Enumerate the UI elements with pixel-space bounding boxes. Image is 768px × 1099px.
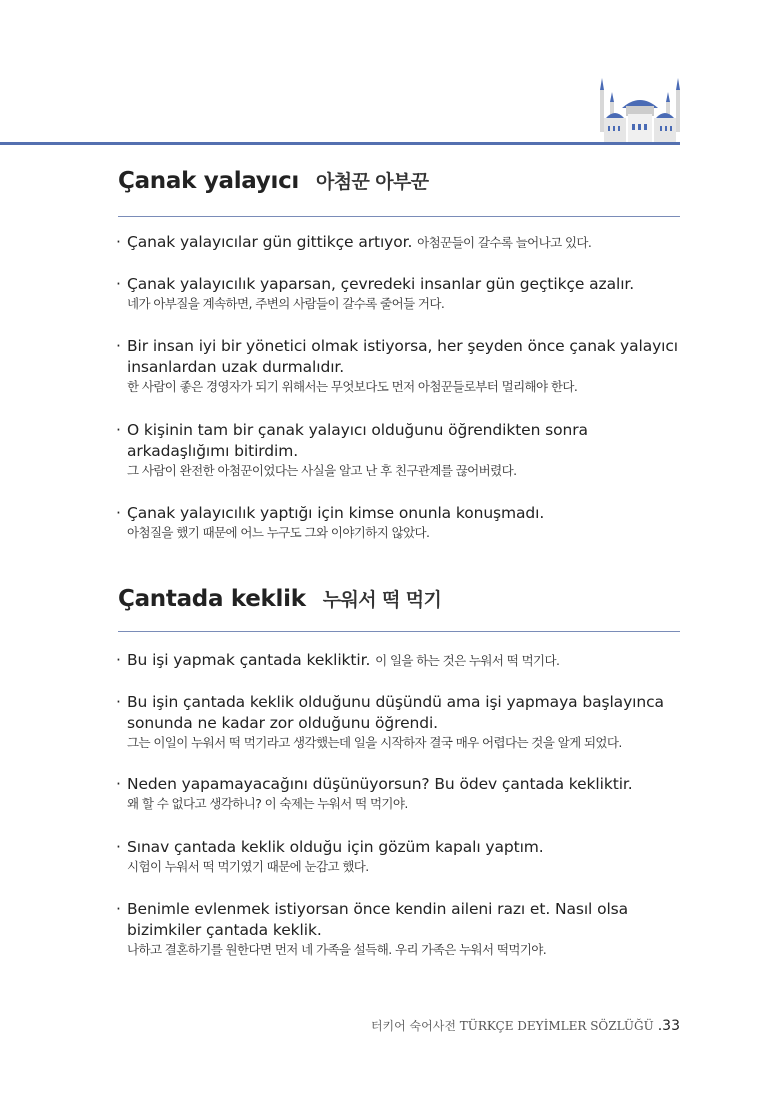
- idiom-title-korean: 누워서 떡 먹기: [322, 589, 442, 611]
- bullet: ·: [116, 504, 121, 522]
- example-korean: 아첨꾼들이 갈수록 늘어나고 있다.: [417, 235, 592, 250]
- bullet: ·: [116, 693, 121, 711]
- section-divider: [118, 631, 680, 632]
- bullet: ·: [116, 233, 121, 251]
- example-korean: 아첨질을 했기 때문에 어느 누구도 그와 이야기하지 않았다.: [127, 525, 430, 540]
- example-turkish: Bu işin çantada keklik olduğunu düşündü ama işi yapmaya başlayınca sonunda ne kadar zor olduğunu öğrendi.: [127, 693, 664, 732]
- example-turkish: Sınav çantada keklik olduğu için gözüm kapalı yaptım.: [127, 838, 544, 856]
- example-entry: [116, 232, 686, 253]
- example-entry: [116, 274, 686, 313]
- example-turkish: Çanak yalayıcılık yaptığı için kimse onunla konuşmadı.: [127, 504, 545, 522]
- bullet: ·: [116, 900, 121, 918]
- example-turkish: Bir insan iyi bir yönetici olmak istiyorsa, her şeyden önce çanak yalayıcı insanlardan uzak durmalıdır.: [127, 337, 679, 376]
- example-entry: [116, 774, 686, 813]
- example-entry: [116, 692, 686, 752]
- bullet: ·: [116, 838, 121, 856]
- example-korean: 한 사람이 좋은 경영자가 되기 위해서는 무엇보다도 먼저 아첨꾼들로부터 멀리해야 한다.: [127, 379, 578, 394]
- section-title: [118, 168, 429, 194]
- bullet: ·: [116, 421, 121, 439]
- section-title: [118, 586, 441, 612]
- mosque-icon: [598, 78, 682, 142]
- example-korean: 왜 할 수 없다고 생각하니? 이 숙제는 누워서 떡 먹기야.: [127, 796, 408, 811]
- example-korean: 그 사람이 완전한 아첨꾼이었다는 사실을 알고 난 후 친구관계를 끊어버렸다.: [127, 463, 517, 478]
- idiom-title: Çanak yalayıcı: [118, 168, 300, 194]
- idiom-title: Çantada keklik: [118, 586, 306, 612]
- example-turkish: Neden yapamayacağını düşünüyorsun? Bu ödev çantada kekliktir.: [127, 775, 633, 793]
- page-footer: [371, 1017, 680, 1034]
- page-number: .33: [657, 1018, 680, 1034]
- example-turkish: Benimle evlenmek istiyorsan önce kendin aileni razı et. Nasıl olsa bizimkiler çantada keklik.: [127, 900, 629, 939]
- bullet: ·: [116, 775, 121, 793]
- example-entry: [116, 899, 686, 959]
- example-korean: 네가 아부질을 계속하면, 주변의 사람들이 갈수록 줄어들 거다.: [127, 296, 445, 311]
- example-entry: [116, 336, 686, 396]
- example-entry: [116, 650, 686, 671]
- example-korean: 나하고 결혼하기를 원한다면 먼저 네 가족을 설득해. 우리 가족은 누워서 떡먹기야.: [127, 942, 547, 957]
- example-korean: 그는 이일이 누워서 떡 먹기라고 생각했는데 일을 시작하자 결국 매우 어렵다는 것을 알게 되었다.: [127, 735, 622, 750]
- example-turkish: Bu işi yapmak çantada kekliktir.: [127, 651, 371, 669]
- bullet: ·: [116, 275, 121, 293]
- example-turkish: Çanak yalayıcılık yaparsan, çevredeki insanlar gün geçtikçe azalır.: [127, 275, 635, 293]
- example-korean: 이 일을 하는 것은 누워서 떡 먹기다.: [375, 653, 560, 668]
- example-turkish: O kişinin tam bir çanak yalayıcı olduğunu öğrendikten sonra arkadaşlığımı bitirdim.: [127, 421, 588, 460]
- footer-title: 터키어 숙어사전 TÜRKÇE DEYİMLER SÖZLÜĞÜ: [370, 1019, 654, 1033]
- bullet: ·: [116, 651, 121, 669]
- bullet: ·: [116, 337, 121, 355]
- example-entry: [116, 420, 686, 480]
- example-entry: [116, 837, 686, 876]
- idiom-title-korean: 아첨꾼 아부꾼: [316, 171, 429, 193]
- header-rule: [0, 142, 680, 145]
- example-korean: 시험이 누워서 떡 먹기였기 때문에 눈감고 했다.: [127, 859, 369, 874]
- example-entry: [116, 503, 686, 542]
- example-turkish: Çanak yalayıcılar gün gittikçe artıyor.: [127, 233, 413, 251]
- section-divider: [118, 216, 680, 217]
